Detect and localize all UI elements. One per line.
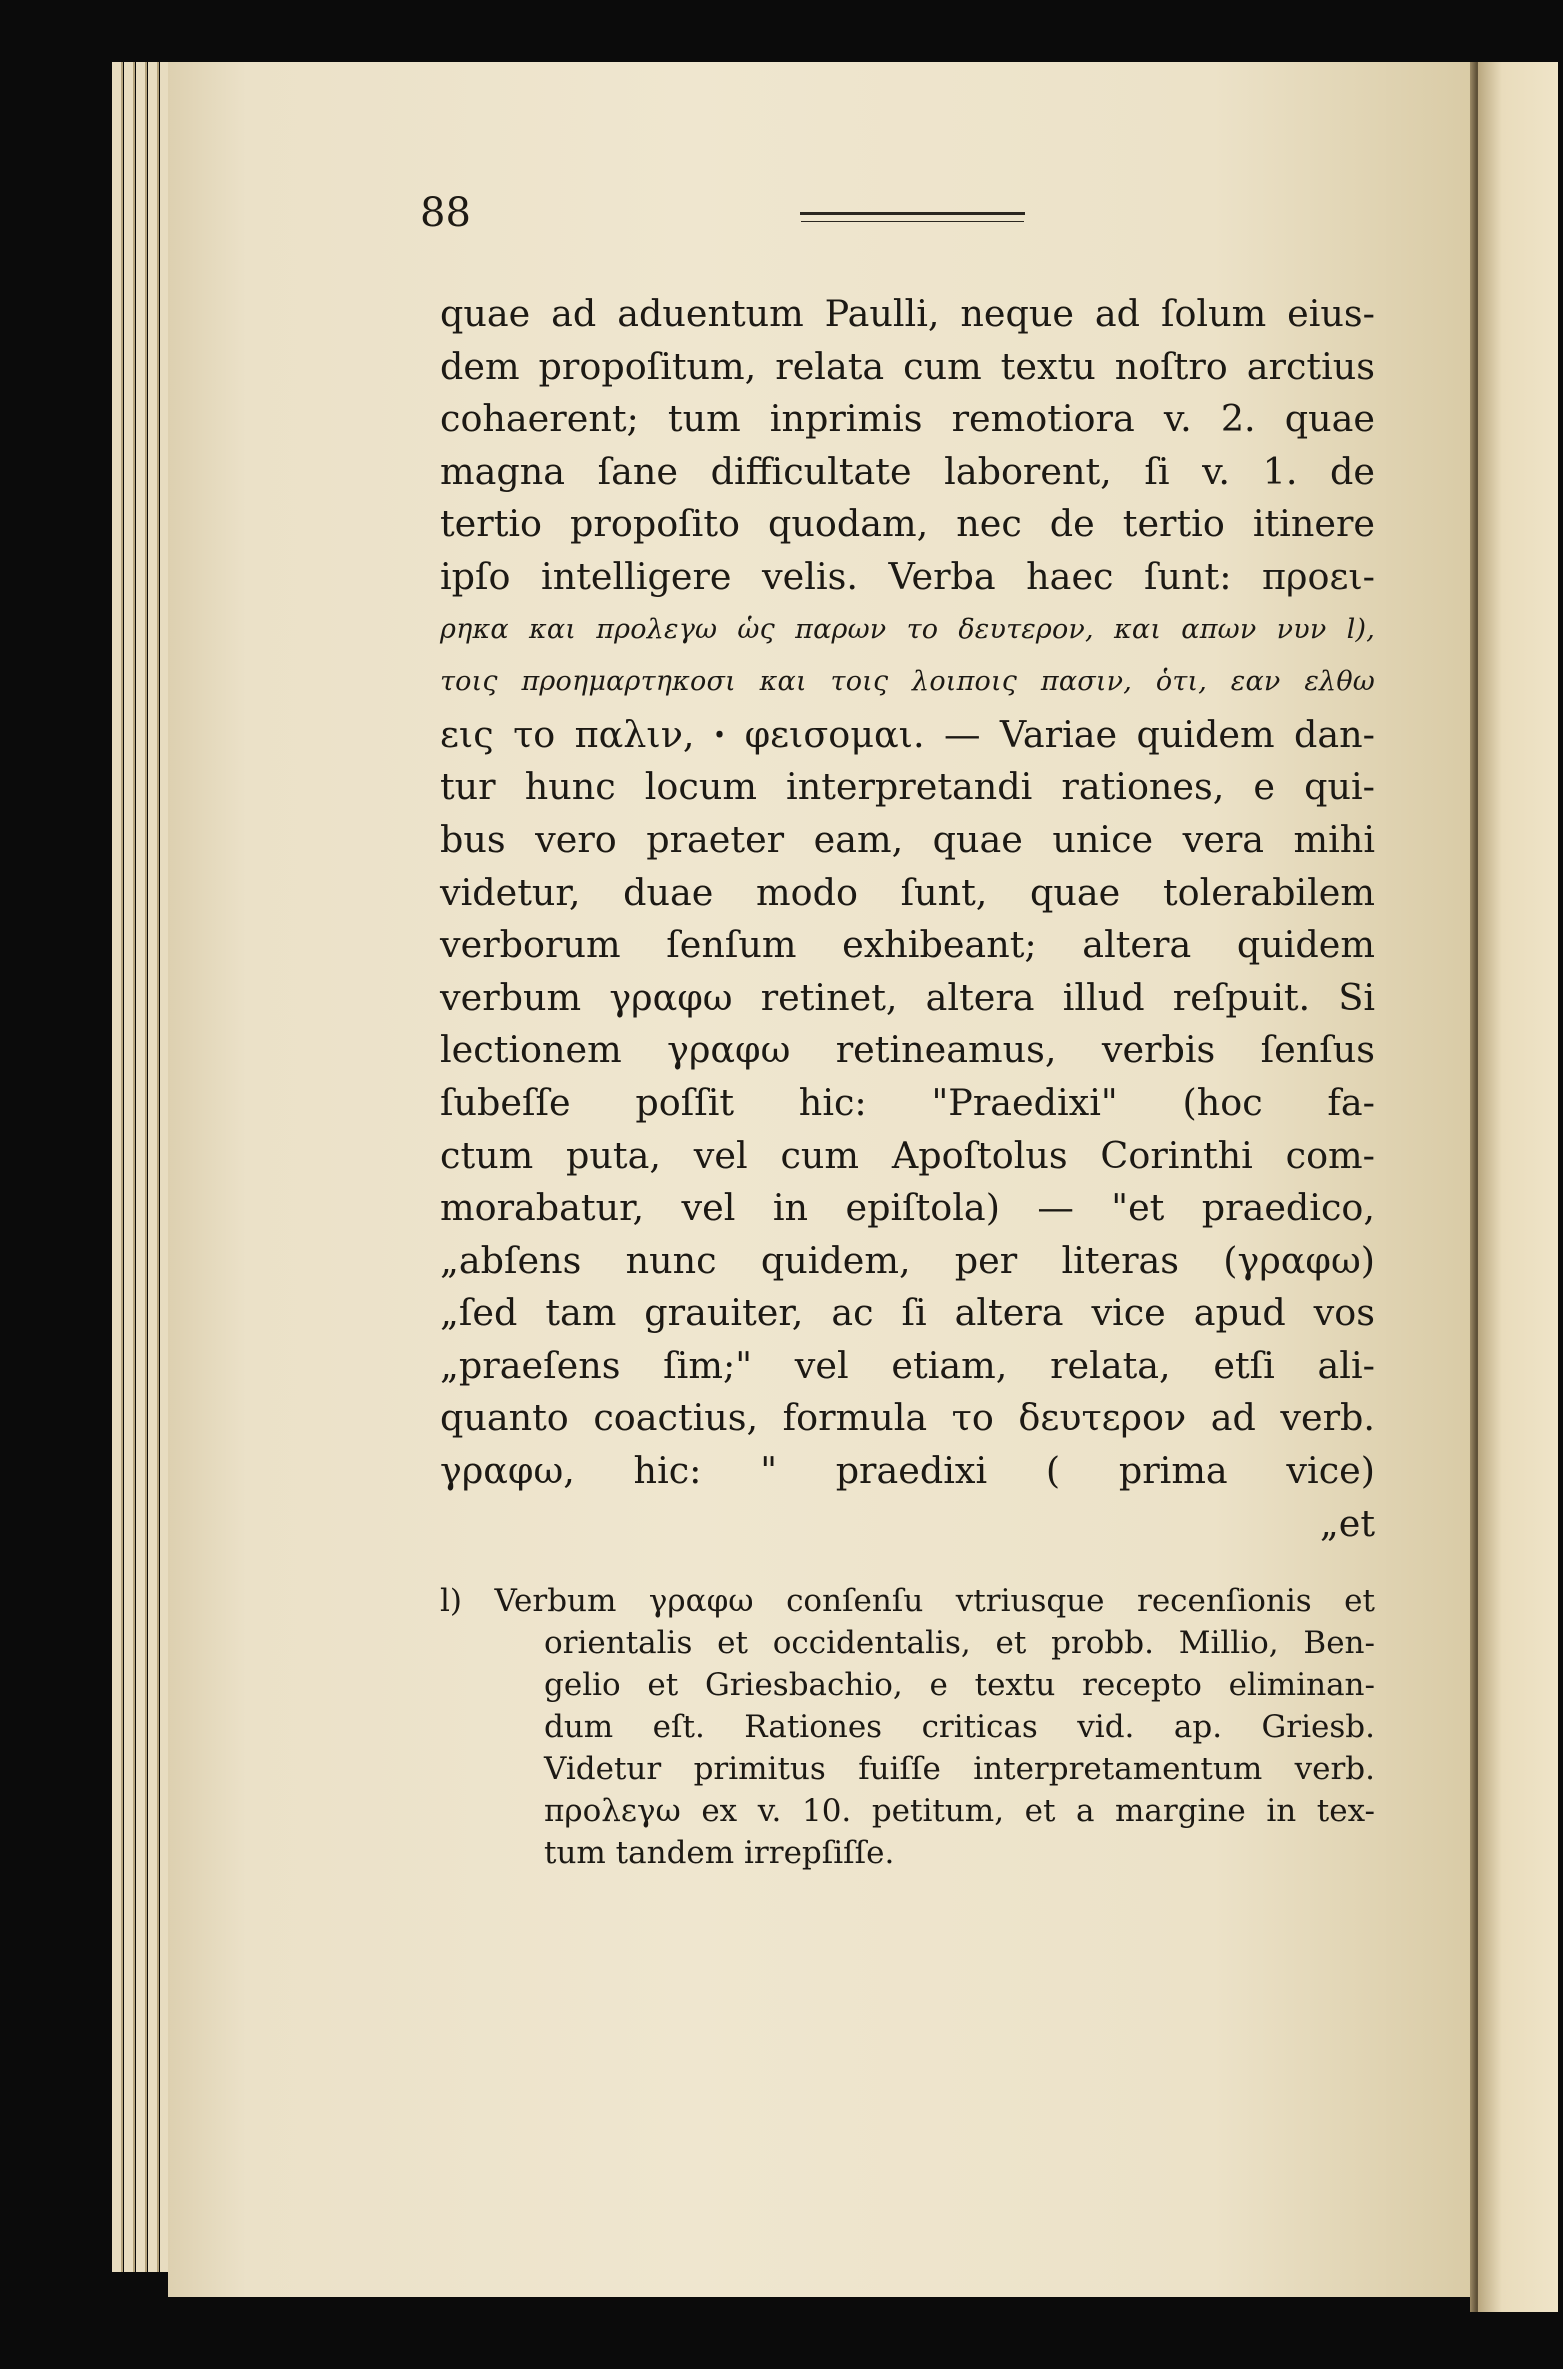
text-line: ſubeſſe poſſit hic: "Praedixi" (hoc fa-	[440, 1080, 1375, 1124]
footnote-line: Videtur primitus fuiſſe interpretamentum verb.	[544, 1751, 1375, 1787]
text-line: ctum puta, vel cum Apoſtolus Corinthi com-	[440, 1133, 1375, 1177]
text-line: quae ad aduentum Paulli, neque ad ſolum eius-	[440, 292, 1375, 335]
footnote-line: gelio et Griesbachio, e textu recepto eliminan-	[544, 1667, 1375, 1703]
text-line: tertio propoſito quodam, nec de tertio itinere	[440, 502, 1375, 546]
facing-page-edge	[1478, 62, 1558, 2312]
text-line: „ſed tam grauiter, ac ſi altera vice apud vos	[440, 1291, 1375, 1335]
header-rule	[800, 212, 1025, 215]
text-line: quanto coactius, formula το δευτερον ad verb.	[440, 1396, 1375, 1440]
text-line: magna ſane difficultate laborent, ſi v. 1. de	[440, 449, 1375, 493]
text-line: bus vero praeter eam, quae unice vera mihi	[440, 817, 1375, 861]
footnote-line: dum eſt. Rationes criticas vid. ap. Griesb.	[544, 1709, 1375, 1745]
text-line: videtur, duae modo ſunt, quae tolerabilem	[440, 870, 1375, 914]
footnote-line: tum tandem irrepſiſſe.	[544, 1835, 895, 1871]
greek-text-line: τοις προημαρτηκοσι και τοις λοιποις πασιν, ὁτι, εαν ελθω	[440, 666, 1375, 698]
footnote-line: l) Verbum γραφω conſenſu vtriusque recenſionis et	[440, 1583, 1375, 1619]
page-edge	[124, 62, 135, 2272]
text-line: lectionem γραφω retineamus, verbis ſenſus	[440, 1028, 1375, 1072]
text-line: „praeſens ſim;" vel etiam, relata, etſi ali-	[440, 1343, 1375, 1387]
page-number: 88	[420, 190, 471, 236]
text-line: verborum ſenſum exhibeant; altera quidem	[440, 923, 1375, 967]
text-line: „abſens nunc quidem, per literas (γραφω)	[440, 1238, 1375, 1282]
text-line: morabatur, vel in epiſtola) — "et praedico,	[440, 1186, 1375, 1230]
text-line: cohaerent; tum inprimis remotiora v. 2. quae	[440, 397, 1375, 441]
text-line: εις το παλιν, ꞏ φεισομαι. — Variae quidem dan-	[440, 712, 1375, 756]
page-edge	[136, 62, 147, 2272]
body-text	[440, 288, 1375, 1550]
footnote	[440, 1580, 1375, 1874]
page-edge	[112, 62, 123, 2272]
footnote-line: προλεγω ex v. 10. petitum, et a margine in tex-	[544, 1793, 1375, 1829]
text-line: dem propoſitum, relata cum textu noſtro arctius	[440, 344, 1375, 388]
text-line: γραφω, hic: " praedixi ( prima vice)	[440, 1449, 1375, 1493]
footnote-line: orientalis et occidentalis, et probb. Millio, Ben-	[544, 1625, 1375, 1661]
text-line: ipſo intelligere velis. Verba haec ſunt: προει-	[440, 554, 1375, 598]
catchword: „et	[1319, 1501, 1375, 1545]
greek-text-line: ρηκα και προλεγω ὡς παρων το δευτερον, και απων νυν l),	[440, 613, 1375, 645]
page-edge	[148, 62, 159, 2272]
text-line: tur hunc locum interpretandi rationes, e qui-	[440, 765, 1375, 809]
page-header	[420, 190, 1400, 250]
text-line: verbum γραφω retinet, altera illud reſpuit. Si	[440, 975, 1375, 1019]
